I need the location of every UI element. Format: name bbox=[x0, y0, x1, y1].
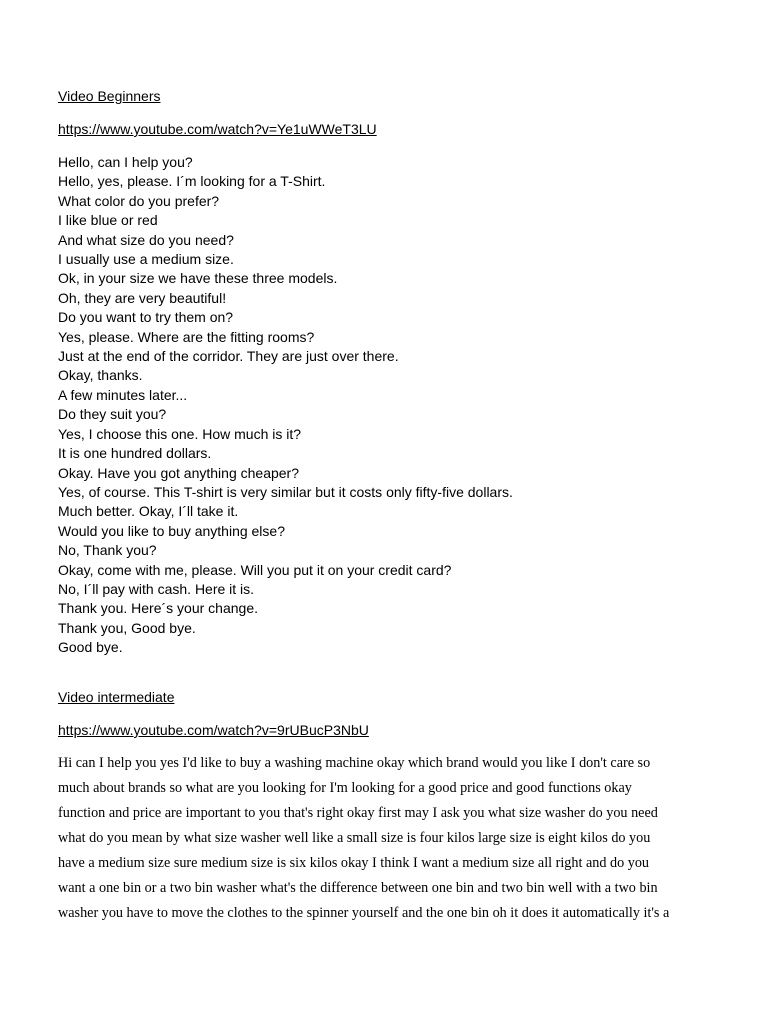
dialogue-line: I usually use a medium size. bbox=[58, 251, 234, 268]
dialogue-line: Hello, can I help you? bbox=[58, 154, 193, 170]
dialogue-line: Oh, they are very beautiful! bbox=[58, 289, 227, 306]
intermediate-video-link[interactable]: https://www.youtube.com/watch?v=9rUBucP3NbU bbox=[58, 722, 369, 738]
transcript-line: want a one bin or a two bin washer what's the difference between one bin and two bin well with a two bin bbox=[58, 880, 658, 896]
intermediate-transcript bbox=[58, 751, 748, 926]
beginners-heading: Video Beginners bbox=[58, 88, 161, 104]
transcript-line: what do you mean by what size washer well like a small size is four kilos large size is eight kilos do you bbox=[58, 830, 651, 846]
dialogue-line: A few minutes later... bbox=[58, 386, 188, 403]
transcript-line: have a medium size sure medium size is six kilos okay I think I want a medium size all right and do you bbox=[58, 855, 650, 871]
dialogue-line: Hello, yes, please. I´m looking for a T-Shirt. bbox=[58, 173, 326, 190]
transcript-line: washer you have to move the clothes to the spinner yourself and the one bin oh it does it automatically it's a bbox=[58, 905, 670, 921]
dialogue-line: I like blue or red bbox=[58, 212, 158, 229]
dialogue-line: Would you like to buy anything else? bbox=[58, 522, 285, 539]
dialogue-line: Good bye. bbox=[58, 639, 123, 656]
dialogue-line: Okay, come with me, please. Will you put it on your credit card? bbox=[58, 561, 452, 578]
dialogue-line: And what size do you need? bbox=[58, 231, 234, 248]
dialogue-line: Do they suit you? bbox=[58, 406, 167, 423]
dialogue-line: Much better. Okay, I´ll take it. bbox=[58, 503, 239, 520]
dialogue-line: What color do you prefer? bbox=[58, 192, 220, 209]
beginners-section bbox=[58, 87, 748, 658]
intermediate-section bbox=[58, 688, 748, 926]
transcript-line: much about brands so what are you looking for I'm looking for a good price and good functions okay bbox=[58, 780, 632, 796]
dialogue-line: Do you want to try them on? bbox=[58, 309, 234, 326]
dialogue-line: No, I´ll pay with cash. Here it is. bbox=[58, 580, 255, 597]
dialogue-line: Yes, please. Where are the fitting rooms? bbox=[58, 328, 315, 345]
dialogue-line: Just at the end of the corridor. They are just over there. bbox=[58, 348, 399, 365]
beginners-video-link[interactable]: https://www.youtube.com/watch?v=Ye1uWWeT3LU bbox=[58, 121, 377, 137]
dialogue-line: Thank you, Good bye. bbox=[58, 619, 196, 636]
dialogue-line: Ok, in your size we have these three models. bbox=[58, 270, 338, 287]
dialogue-line: No, Thank you? bbox=[58, 542, 157, 559]
dialogue-line: Thank you. Here´s your change. bbox=[58, 600, 258, 617]
dialogue-line: Yes, I choose this one. How much is it? bbox=[58, 425, 302, 442]
dialogue-line: Okay. Have you got anything cheaper? bbox=[58, 464, 300, 481]
transcript-line: Hi can I help you yes I'd like to buy a washing machine okay which brand would you like I don't care so bbox=[58, 755, 651, 771]
dialogue-line: Okay, thanks. bbox=[58, 367, 143, 384]
beginners-dialogue bbox=[58, 153, 748, 658]
intermediate-heading: Video intermediate bbox=[58, 689, 175, 705]
dialogue-line: It is one hundred dollars. bbox=[58, 445, 212, 462]
transcript-line: function and price are important to you that's right okay first may I ask you what size washer do you need bbox=[58, 805, 658, 821]
dialogue-line: Yes, of course. This T-shirt is very similar but it costs only fifty-five dollars. bbox=[58, 483, 513, 500]
